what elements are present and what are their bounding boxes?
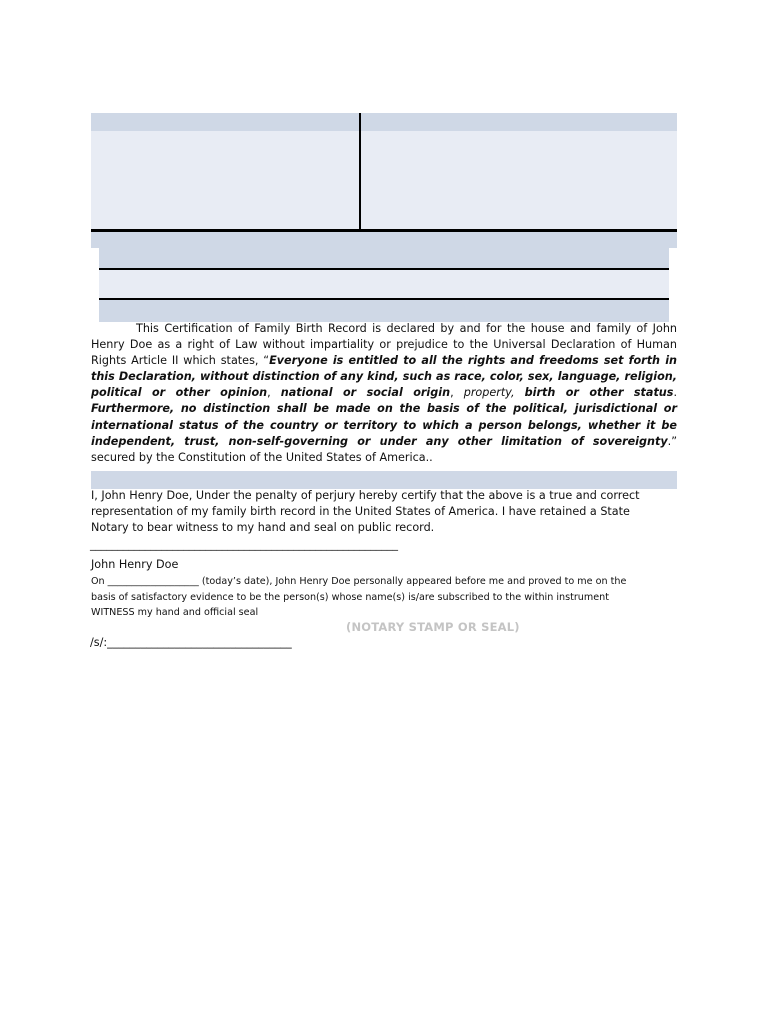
quote-separator: .	[673, 386, 677, 400]
section-separator-band	[91, 471, 677, 489]
quote-part-e: Furthermore, no distinction shall be made on the basis of the political, jurisdictional or international status of the country or territory to which a person belongs, whether it be independent, trust, non-self-governing or under any other limitation of sovereignty	[91, 402, 677, 448]
header-column-divider	[359, 113, 361, 230]
certification-closing: .” secured by the Constitution of the United States of America..	[91, 434, 677, 464]
subheader-band-bottom	[99, 300, 669, 322]
notary-stamp-placeholder: (NOTARY STAMP OR SEAL)	[346, 620, 520, 634]
header-band-mid	[91, 232, 677, 248]
quote-separator: ,	[450, 386, 464, 400]
header-band-top	[91, 113, 677, 131]
signature-line: ________________________________________________________	[90, 538, 398, 551]
attestation-paragraph	[91, 488, 661, 536]
subheader-cell	[99, 270, 669, 298]
header-cell-left	[91, 131, 360, 229]
quote-separator: ,	[267, 386, 281, 400]
notary-statement-line-2: basis of satisfactory evidence to be the person(s) whose name(s) is/are subscribed to the within instrument	[91, 591, 609, 603]
quote-part-a: Everyone is entitled to all the rights and freedoms set forth in this Declaration, without distinction of any kind, such as race, color, sex, language, religion, political or other opinion	[91, 354, 677, 400]
subheader-band	[99, 248, 669, 269]
header-cell-right	[361, 131, 677, 229]
notary-witness: WITNESS my hand and official seal	[91, 607, 259, 618]
quote-part-b: national or social origin	[280, 386, 451, 400]
attestation-text: I, John Henry Doe, Under the penalty of perjury hereby certify that the above is a true and correct representation of my family birth record in the United States of America. I have retained a State Notary to bear witness to my hand and seal on public record.	[91, 489, 640, 535]
quote-part-c: property,	[463, 386, 515, 400]
certification-paragraph	[91, 321, 677, 466]
notary-signature-line: /s/:_________________________________	[90, 636, 292, 649]
notary-statement-line-1: On ___________________ (today’s date), John Henry Doe personally appeared before me and proved to me on the	[91, 576, 627, 587]
quote-separator	[515, 386, 525, 399]
certification-intro: This Certification of Family Birth Record is declared by and for the house and family of John Henry Doe as a right of Law without impartiality or prejudice to the Universal Declaration of Human Rights Article II which states, “	[91, 322, 677, 368]
notary-statement	[91, 574, 681, 621]
signer-name: John Henry Doe	[91, 558, 179, 571]
quote-part-d: birth or other status	[524, 386, 674, 400]
